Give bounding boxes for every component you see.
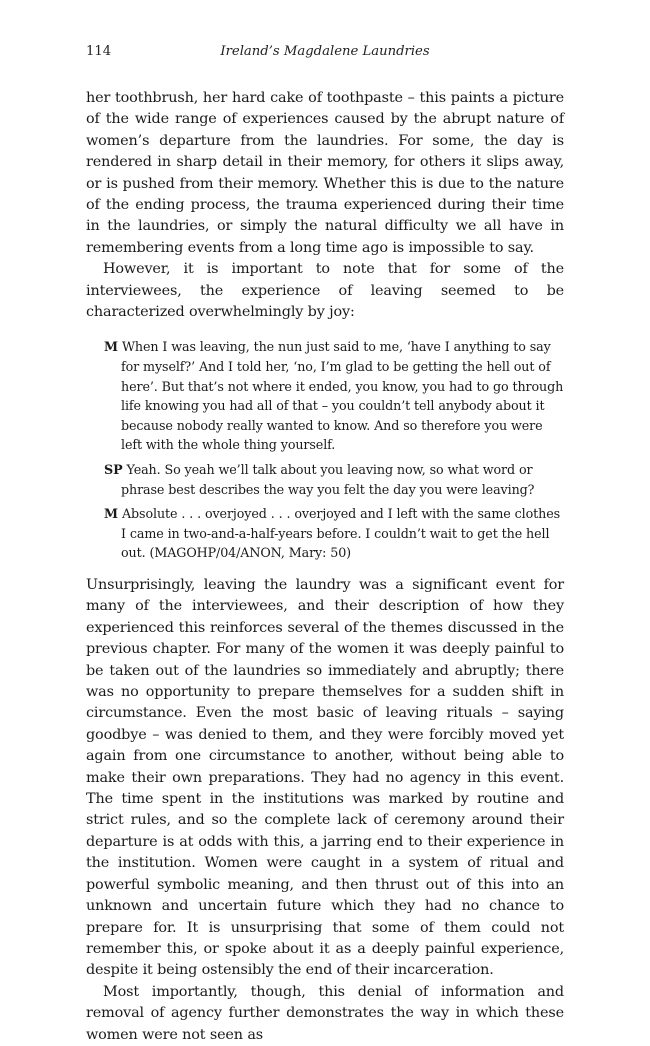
- body-text: [86, 88, 564, 1046]
- paragraph: However, it is important to note that for some of the interviewees, the experience of leaving seemed to be characterized overwhelmingly by joy:: [86, 261, 564, 321]
- speaker-label: SP: [104, 462, 123, 478]
- running-title: Ireland’s Magdalene Laundries: [220, 44, 430, 59]
- speaker-text: Yeah. So yeah we’ll talk about you leaving now, so what word or phrase best describes the way you felt the day you were leaving?: [121, 462, 535, 497]
- interview-turn: [104, 337, 564, 455]
- paragraph: Unsurprisingly, leaving the laundry was a significant event for many of the interviewees, and their description of how they experienced this reinforces several of the themes discussed in the previous chapter. For many of the women it was deeply painful to be taken out of the laundries so immediately and abruptly; there was no opportunity to prepare themselves for a sudden shift in circumstance. Even the most basic of leaving rituals – saying goodbye – was denied to them, and they were forcibly moved yet again from one circumstance to another, without being able to make their own preparations. They had no agency in this event. The time spent in the institutions was marked by routine and strict rules, and so the complete lack of ceremony around their departure is at odds with this, a jarring end to their experience in the institution. Women were caught in a system of ritual and powerful symbolic meaning, and then thrust out of this into an unknown and uncertain future which they had no chance to prepare for. It is unsurprising that some of them could not remember this, or spoke about it as a deeply painful experience, despite it being ostensibly the end of their incarceration.: [86, 577, 564, 979]
- speaker-text: When I was leaving, the nun just said to me, ‘have I anything to say for myself?’ And I told her, ‘no, I’m glad to be getting the hell out of here’. But that’s not where it ended, you know, you had to go through life knowing you had all of that – you couldn’t tell anybody about it because nobody really wanted to know. And so therefore you were left with the whole thing yourself.: [121, 339, 564, 453]
- speaker-label: M: [104, 339, 118, 355]
- page-number: 114: [86, 44, 112, 59]
- paragraph: Most importantly, though, this denial of information and removal of agency further demonstrates the way in which these women were not seen as: [86, 983, 564, 1043]
- speaker-text: Absolute . . . overjoyed . . . overjoyed and I left with the same clothes I came in two-and-a-half-years before. I couldn’t wait to get the hell out. (MAGOHP/04/ANON, Mary: 50): [121, 506, 561, 561]
- interview-extract: [104, 337, 564, 563]
- interview-turn: [104, 460, 564, 499]
- speaker-label: M: [104, 506, 118, 522]
- paragraph: her toothbrush, her hard cake of toothpaste – this paints a picture of the wide range of experiences caused by the abrupt nature of women’s departure from the laundries. For some, the day is rendered in sharp detail in their memory, for others it slips away, or is pushed from their memory. Whether this is due to the nature of the ending process, the trauma experienced during their time in the laundries, or simply the natural difficulty we all have in remembering events from a long time ago is impossible to say.: [86, 90, 564, 256]
- interview-turn: [104, 504, 564, 563]
- running-header: [86, 44, 564, 64]
